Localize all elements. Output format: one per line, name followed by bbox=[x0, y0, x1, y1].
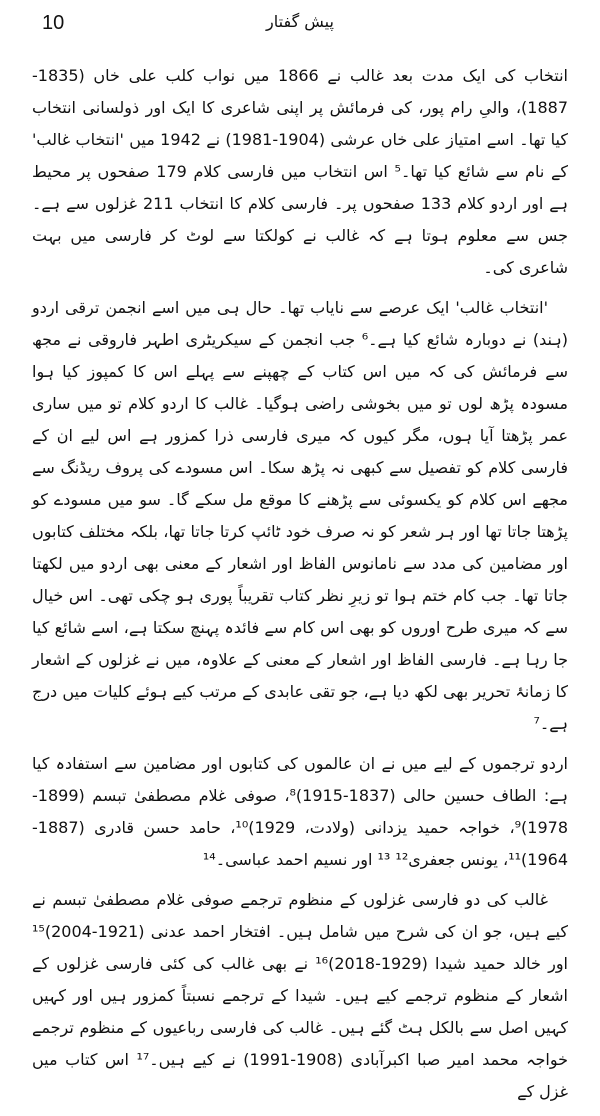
paragraph-anjuman: 'انتخاب غالب' ایک عرصے سے نایاب تھا۔ حال ہی میں اسے انجمن ترقی اردو (ہند) نے دوبارہ شائع کیا ہے۔⁶ جب انجمن کے سیکریٹری اطہر فاروقی نے مجھ سے فرمائش کی کہ میں اس کتاب کے چھپنے سے پہلے اس کا کمپوز کیا ہوا مسودہ پڑھ لوں تو میں بخوشی راضی ہوگیا۔ غالب کا اردو کلام تو میں ساری عمر پڑھتا آیا ہوں، مگر کیوں کہ میری فارسی ذرا کمزور ہے اس لیے ان کے فارسی کلام کو تفصیل سے کبھی نہ پڑھ سکا۔ اس مسودے کی پروف ریڈنگ سے مجھے اس کلام کو یکسوئی سے پڑھنے کا موقع مل سکے گا۔ سو میں مسودے کو پڑھتا جاتا تھا اور ہر شعر کو نہ صرف خود ٹائپ کرتا جاتا تھا، بلکہ مختلف کتابوں اور مضامین کی مدد سے نامانوس الفاظ اور اشعار کے معنی بھی اردو میں لکھتا جاتا تھا۔ جب کام ختم ہوا تو زیرِ نظر کتاب تقریباً پوری ہو چکی تھی۔ اس خیال سے کہ میری طرح اوروں کو بھی اس کام سے فائدہ پہنچ سکتا ہے، اسے شائع کیا جا رہا ہے۔ فارسی الفاظ اور اشعار کے معنی کے علاوہ، میں نے غزلوں کے اشعار کا زمانۂ تحریر بھی لکھ دیا ہے، جو تقی عابدی کے مرتب کیے ہوئے کلیات میں درج ہے۔⁷ bbox=[32, 298, 568, 733]
paragraph-intro: انتخاب کی ایک مدت بعد غالب نے 1866 میں نواب کلب علی خاں (1835-1887)، والیِ رام پور، کی فرمائش پر اپنی شاعری کا ایک اور ذولسانی انتخاب کیا تھا۔ اسے امتیاز علی خاں عرشی (1904-1981) نے 1942 میں 'انتخاب غالب' کے نام سے شائع کیا تھا۔⁵ اس انتخاب میں فارسی کلام 179 صفحوں پر محیط ہے اور اردو کلام 133 صفحوں پر۔ فارسی کلام کا انتخاب 211 غزلوں سے ہے۔ جس سے معلوم ہوتا ہے کہ غالب نے کولکتا سے لوٹ کر فارسی میں بہت شاعری کی۔ bbox=[32, 66, 569, 277]
body-text bbox=[32, 60, 568, 1116]
page-header bbox=[0, 0, 600, 44]
paragraph-sources: اردو ترجموں کے لیے میں نے ان عالموں کی کتابوں اور مضامین سے استفادہ کیا ہے: الطاف حسین حالی (1837-1915)⁸، صوفی غلام مصطفیٰ تبسم (1899-1978)⁹، خواجہ حمید یزدانی (ولادت، 1929)¹⁰، حامد حسن قادری (1887-1964)¹¹، یونس جعفری¹² ¹³ اور نسیم احمد عباسی۔¹⁴ bbox=[32, 754, 569, 869]
paragraph-translations: غالب کی دو فارسی غزلوں کے منظوم ترجمے صوفی غلام مصطفیٰ تبسم نے کیے ہیں، جو ان کی شرح میں شامل ہیں۔ افتخار احمد عدنی (1921-2004)¹⁵ اور خالد حمید شیدا (1929-2018)¹⁶ نے بھی غالب کی کئی فارسی غزلوں کے اشعار کے منظوم ترجمے کیے ہیں۔ شیدا کے ترجمے نسبتاً کمزور ہیں اور کہیں کہیں اصل سے بالکل ہٹ گئے ہیں۔ غالب کی فارسی رباعیوں کے منظوم ترجمے خواجہ محمد امیر صبا اکبرآبادی (1908-1991) نے کیے ہیں۔¹⁷ اس کتاب میں غزل کے bbox=[32, 890, 569, 1101]
running-title: پیش گفتار bbox=[266, 12, 334, 31]
page-number: 10 bbox=[42, 12, 65, 34]
